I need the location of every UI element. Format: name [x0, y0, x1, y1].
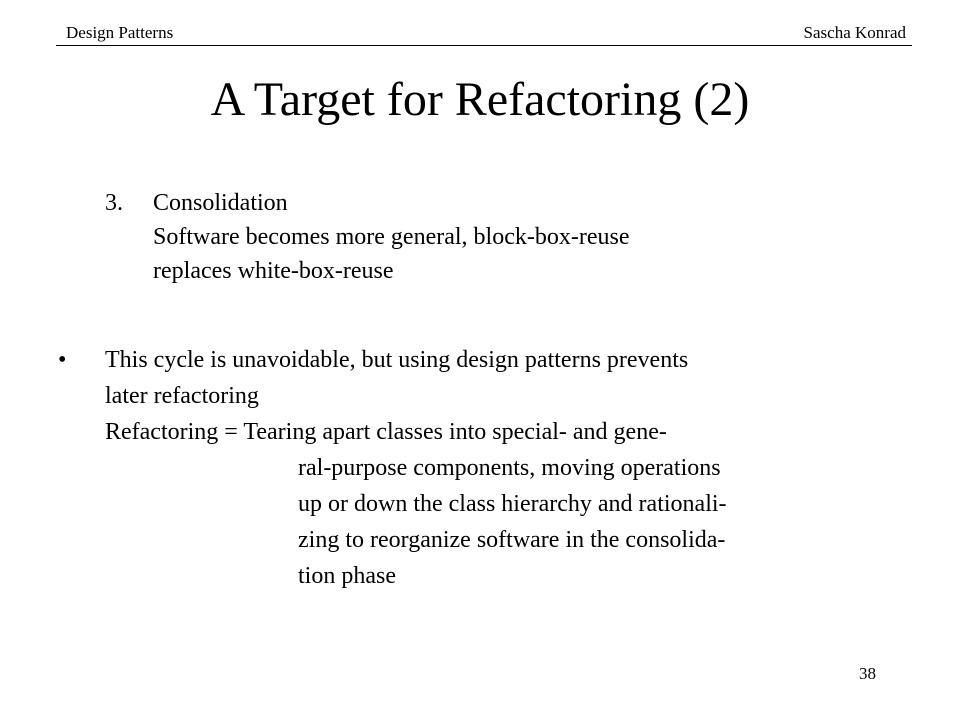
- bullet-marker: •: [58, 347, 67, 373]
- slide-number: 38: [859, 664, 876, 683]
- definition-line: up or down the class hierarchy and rationali-: [298, 491, 727, 517]
- header-right-text: Sascha Konrad: [803, 23, 906, 42]
- slide-title: A Target for Refactoring (2): [210, 73, 750, 126]
- numbered-item-heading: Consolidation: [153, 190, 288, 216]
- bullet-line: This cycle is unavoidable, but using design patterns prevents: [105, 347, 689, 373]
- definition-line: zing to reorganize software in the consolida-: [298, 527, 726, 553]
- bullet-item: [58, 342, 898, 594]
- bullet-line: later refactoring: [105, 383, 259, 409]
- numbered-item-line: replaces white-box-reuse: [153, 258, 394, 284]
- header-left-text: Design Patterns: [66, 23, 174, 42]
- numbered-item: [105, 186, 865, 288]
- numbered-item-line: Software becomes more general, block-box-reuse: [153, 224, 630, 250]
- numbered-item-marker: 3.: [105, 190, 123, 216]
- definition-line: tion phase: [298, 563, 396, 589]
- definition-line: ral-purpose components, moving operations: [298, 455, 721, 481]
- header-divider: [56, 45, 912, 46]
- definition-first-line: Refactoring = Tearing apart classes into special- and gene-: [105, 419, 667, 445]
